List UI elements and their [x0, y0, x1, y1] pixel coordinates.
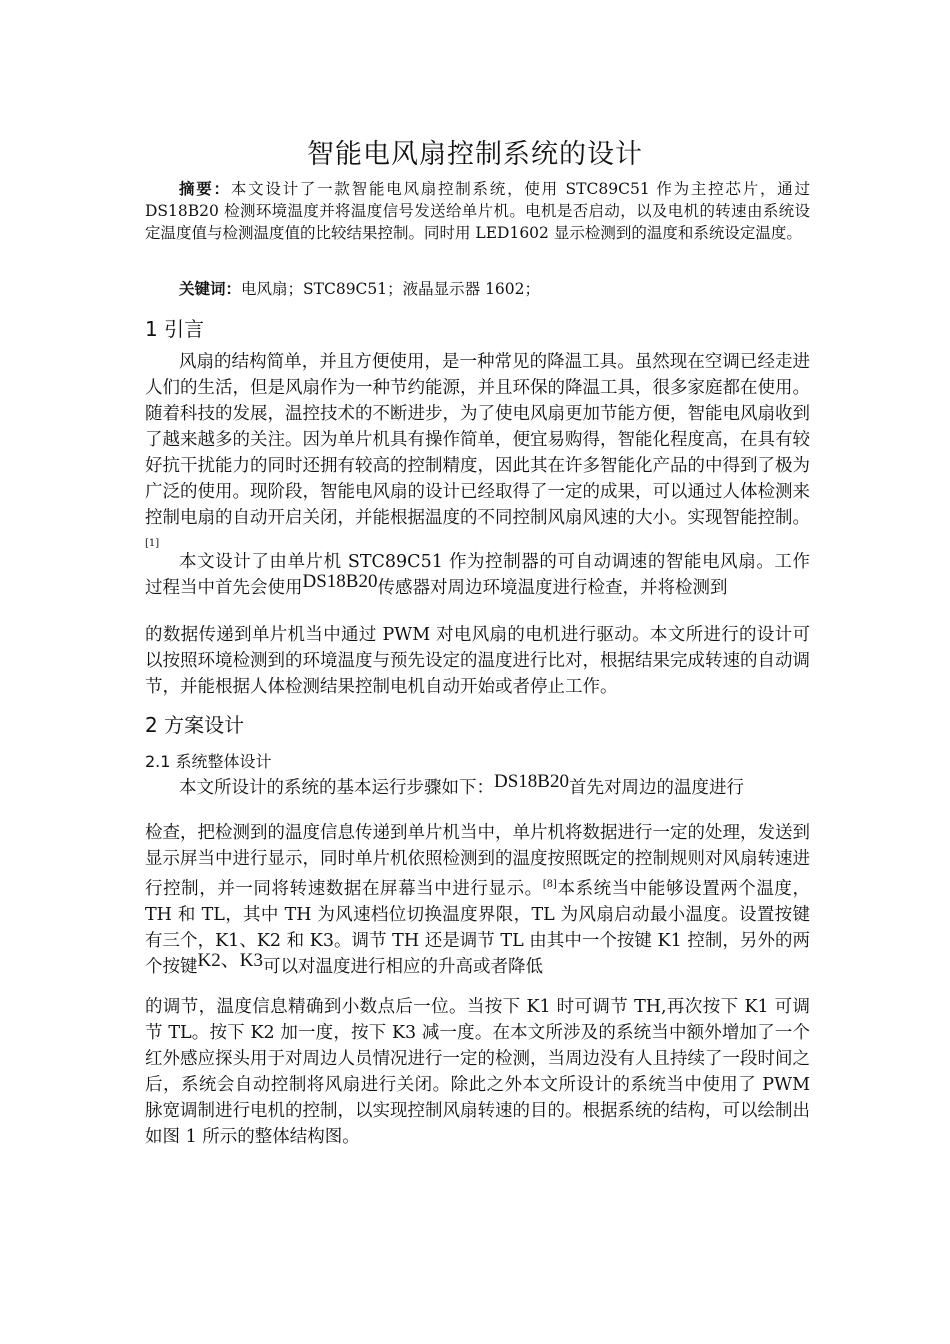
- design-paragraph-2: [145, 820, 810, 980]
- design-text-2b: 本系统当中能够设置两个温度，TH 和 TL，其中 TH 为风速档位切换温度界限，TL 为风扇启动最小温度。设置按键有三个，K1、K2 和 K3。调节 TH 还是调节 TL 由其中一个按键 K1 控制，另外的两个按键: [145, 878, 811, 977]
- intro-paragraph-1: [145, 349, 810, 561]
- keywords: [145, 278, 810, 300]
- abstract-text: 本文设计了一款智能电风扇控制系统，使用 STC89C51 作为主控芯片，通过 DS18B20 检测环境温度并将温度信号发送给单片机。电机是否启动，以及电机的转速由系统设定温度值与检测温度值的比较结果控制。同时用 LED1602 显示检测到的温度和系统设定温度。: [145, 180, 810, 242]
- design-text-1b: 首先对周边的温度进行: [568, 778, 744, 798]
- paper-title: 智能电风扇控制系统的设计: [307, 139, 643, 170]
- intro-text-2a: 本文设计了由单片机 STC89C51 作为控制器的可自动调速的智能电风扇。工作过程当中首先会使用: [145, 552, 810, 598]
- citation-1: [1]: [145, 538, 160, 549]
- keywords-text: 电风扇；STC89C51；液晶显示器 1602；: [241, 280, 541, 298]
- design-text-2a: 检查，把检测到的温度信息传递到单片机当中，单片机将数据进行一定的处理，发送到显示屏当中进行显示，同时单片机依照检测到的温度按照既定的控制规则对风扇转速进行控制，并一同将转速数据在屏幕当中进行显示。: [145, 823, 810, 899]
- intro-text-2b: 传感器对周边环境温度进行检查，并将检测到: [377, 578, 728, 598]
- keywords-label: 关键词：: [179, 279, 242, 298]
- abstract: [145, 178, 810, 244]
- sensor-name: DS18B20: [302, 571, 378, 592]
- design-text-3: 的调节，温度信息精确到小数点后一位。当按下 K1 时可调节 TH,再次按下 K1 可调节 TL。按下 K2 加一度，按下 K3 减一度。在本文所涉及的系统当中额外增加了一个红外感应探头用于对周边人员情况进行一定的检测，当周边没有人且持续了一段时间之后，系统会自动控制将风扇进行关闭。除此之外本文所设计的系统当中使用了 PWM 脉宽调制进行电机的控制，以实现控制风扇转速的目的。根据系统的结构，可以绘制出如图 1 所示的整体结构图。: [145, 997, 810, 1147]
- button-names: K2、K3: [197, 949, 263, 971]
- abstract-label: 摘要：: [179, 179, 231, 198]
- section-heading-intro: 1 引言: [145, 317, 205, 341]
- design-paragraph-1: [145, 771, 810, 801]
- sensor-name-2: DS18B20: [494, 771, 569, 792]
- intro-paragraph-3: [145, 622, 810, 700]
- design-text-2c: 可以对温度进行相应的升高或者降低: [262, 956, 543, 977]
- design-paragraph-3: [145, 994, 810, 1150]
- section-heading-design: 2 方案设计: [145, 713, 245, 737]
- intro-paragraph-2: [145, 549, 810, 601]
- citation-8: [8]: [542, 879, 557, 890]
- intro-text-1: 风扇的结构简单，并且方便使用，是一种常见的降温工具。虽然现在空调已经走进人们的生活，但是风扇作为一种节约能源，并且环保的降温工具，很多家庭都在使用。随着科技的发展，温控技术的不断进步，为了使电风扇更加节能方便，智能电风扇收到了越来越多的关注。因为单片机具有操作简单，便宜易购得，智能化程度高，在具有较好抗干扰能力的同时还拥有较高的控制精度，因此其在许多智能化产品的中得到了极为广泛的使用。现阶段，智能电风扇的设计已经取得了一定的成果，可以通过人体检测来控制电扇的自动开启关闭，并能根据温度的不同控制风扇风速的大小。实现智能控制。: [145, 352, 810, 528]
- design-text-1a: 本文所设计的系统的基本运行步骤如下：: [179, 778, 494, 798]
- subsection-heading-overall: 2.1 系统整体设计: [145, 752, 272, 771]
- intro-text-2c: 的数据传递到单片机当中通过 PWM 对电风扇的电机进行驱动。本文所进行的设计可以按照环境检测到的环境温度与预先设定的温度进行比对，根据结果完成转速的自动调节，并能根据人体检测结果控制电机自动开始或者停止工作。: [145, 625, 810, 697]
